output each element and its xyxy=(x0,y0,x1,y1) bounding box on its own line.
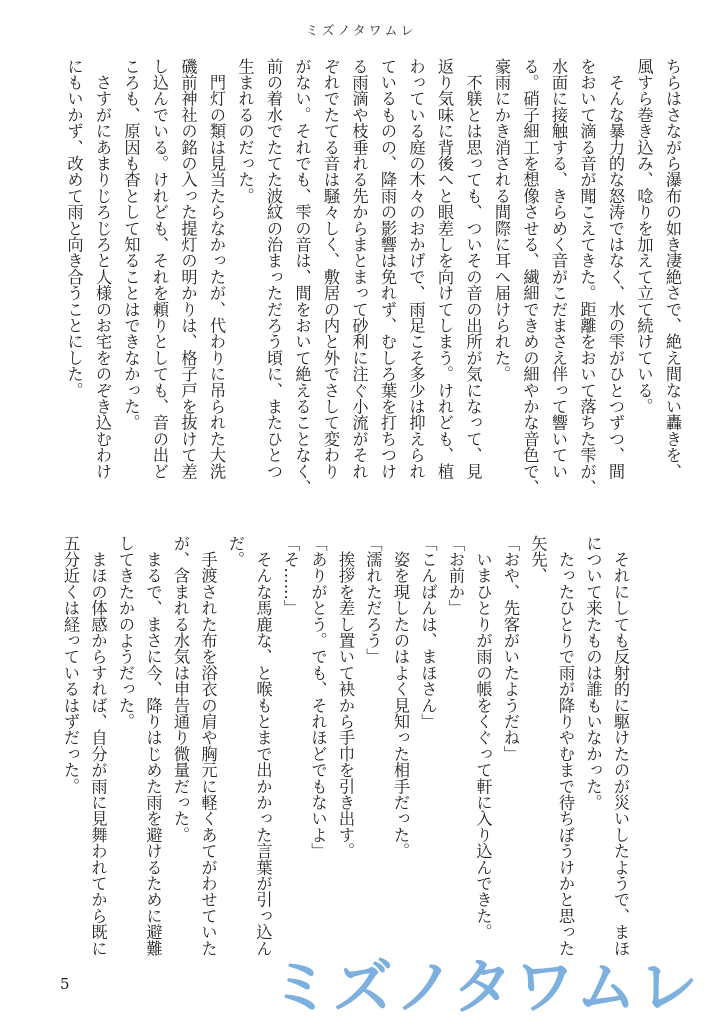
text-line: ぞれでたてる音は騒々しく、敷居の内と外でさして変わり xyxy=(321,58,340,480)
text-line: 水面に接触する、きらめく音がこだまさえ伴って響いてい xyxy=(549,58,568,480)
text-line: まるで、まさに今、降りはじめた雨を避けるために避難 xyxy=(143,535,163,957)
text-line: 五分近くは経っているはずだった。 xyxy=(61,535,80,795)
text-line: 磯前神社の銘の入った提灯の明かりは、格子戸を抜けて差 xyxy=(178,58,198,480)
text-line: それにしても反射的に駆けたのが災いしたようで、まほ xyxy=(611,535,630,957)
body-text-lower xyxy=(57,535,635,955)
text-line: たったひとりで雨が降りやむまで待ちぼうけかと思った xyxy=(556,535,575,957)
text-line: そんな暴力的な怒涛ではなく、水の雫がひとつずつ、間 xyxy=(606,58,625,480)
text-line: 風すら巻き込み、唸りを加えて立て続けている。 xyxy=(634,58,654,415)
text-line: 「ありがとう。でも、それほどでもないよ」 xyxy=(308,535,328,859)
text-line: ころも、原因も杳として知ることはできなかった。 xyxy=(121,58,141,431)
text-line: 姿を現したのはよく見知った相手だった。 xyxy=(391,535,410,859)
text-line: 手渡された布を浴衣の肩や胸元に軽くあてがわせていた xyxy=(198,535,218,957)
text-line: わっている庭の木々のおかげで、雨足こそ多少は抑えられ xyxy=(406,58,426,480)
text-line: いまひとりが雨の帳をくぐって軒に入り込んできた。 xyxy=(473,535,493,940)
watermark-logo: ミズノタワムレ xyxy=(270,953,700,1023)
text-line: 「濡れただろう」 xyxy=(363,535,383,665)
text-line: について来たものは誰もいなかった。 xyxy=(583,535,603,811)
text-line: 前の着水でたてた波紋の治まっただろう頃に、またひとつ xyxy=(264,58,283,480)
text-line: さすがにあまりじろじろと人様のお宅をのぞき込むわけ xyxy=(93,58,112,480)
text-line: にもいかず、改めて雨と向き合うことにした。 xyxy=(64,58,84,399)
text-line: ちらはさながら瀑布の如き凄絶さで、絶え間ない轟きを、 xyxy=(663,58,682,480)
text-line: してきたかのようだった。 xyxy=(116,535,135,730)
text-line: る。硝子細工を想像させる、繊細できめの細やかな音色で、 xyxy=(520,58,540,496)
text-line: ているものの、降雨の影響は免れず、むしろ葉を打ちつけ xyxy=(378,58,397,480)
text-line: 生まれるのだった。 xyxy=(235,58,255,204)
text-line: 挨拶を差し置いて袂から手巾を引き出す。 xyxy=(336,535,355,859)
text-line: だ。 xyxy=(226,535,245,568)
text-line: 不躾とは思っても、ついその音の出所が気になって、見 xyxy=(463,58,483,480)
text-line: そんな馬鹿な、と喉もとまで出かかった言葉が引っ込ん xyxy=(253,535,273,957)
text-line: 「そ……」 xyxy=(281,535,300,616)
text-line: 矢先、 xyxy=(528,535,548,584)
text-line: まほの体感からすれば、自分が雨に見舞われてから既に xyxy=(88,535,108,957)
text-line: がない。それでも、雫の音は、間をおいて絶えることなく、 xyxy=(292,58,312,496)
text-line: 「お前か」 xyxy=(446,535,465,616)
page-number: 5 xyxy=(60,975,70,993)
text-line: 豪雨にかき消される間際に耳へ届けられた。 xyxy=(492,58,511,382)
running-head: ミズノタワムレ xyxy=(305,24,417,39)
text-line: 「こんばんは、まほさん」 xyxy=(418,535,438,730)
body-text-upper xyxy=(59,58,686,498)
text-line: る雨滴や枝垂れる先からまとまって砂利に注ぐ小流がそれ xyxy=(349,58,369,480)
text-line: 「おや、先客がいたようだね」 xyxy=(501,535,520,762)
text-line: 門灯の類は見当たらなかったが、代わりに吊られた大洗 xyxy=(207,58,226,480)
text-line: が、含まれる水気は申告通り微量だった。 xyxy=(171,535,190,843)
text-line: し込んでいる。けれども、それを頼りとしても、音の出ど xyxy=(150,58,169,480)
text-line: をおいて滴る音が聞こえてきた。距離をおいて落ちた雫が、 xyxy=(577,58,597,496)
text-line: 返り気味に背後へと眼差しを向けてしまう。けれども、植 xyxy=(435,58,454,480)
